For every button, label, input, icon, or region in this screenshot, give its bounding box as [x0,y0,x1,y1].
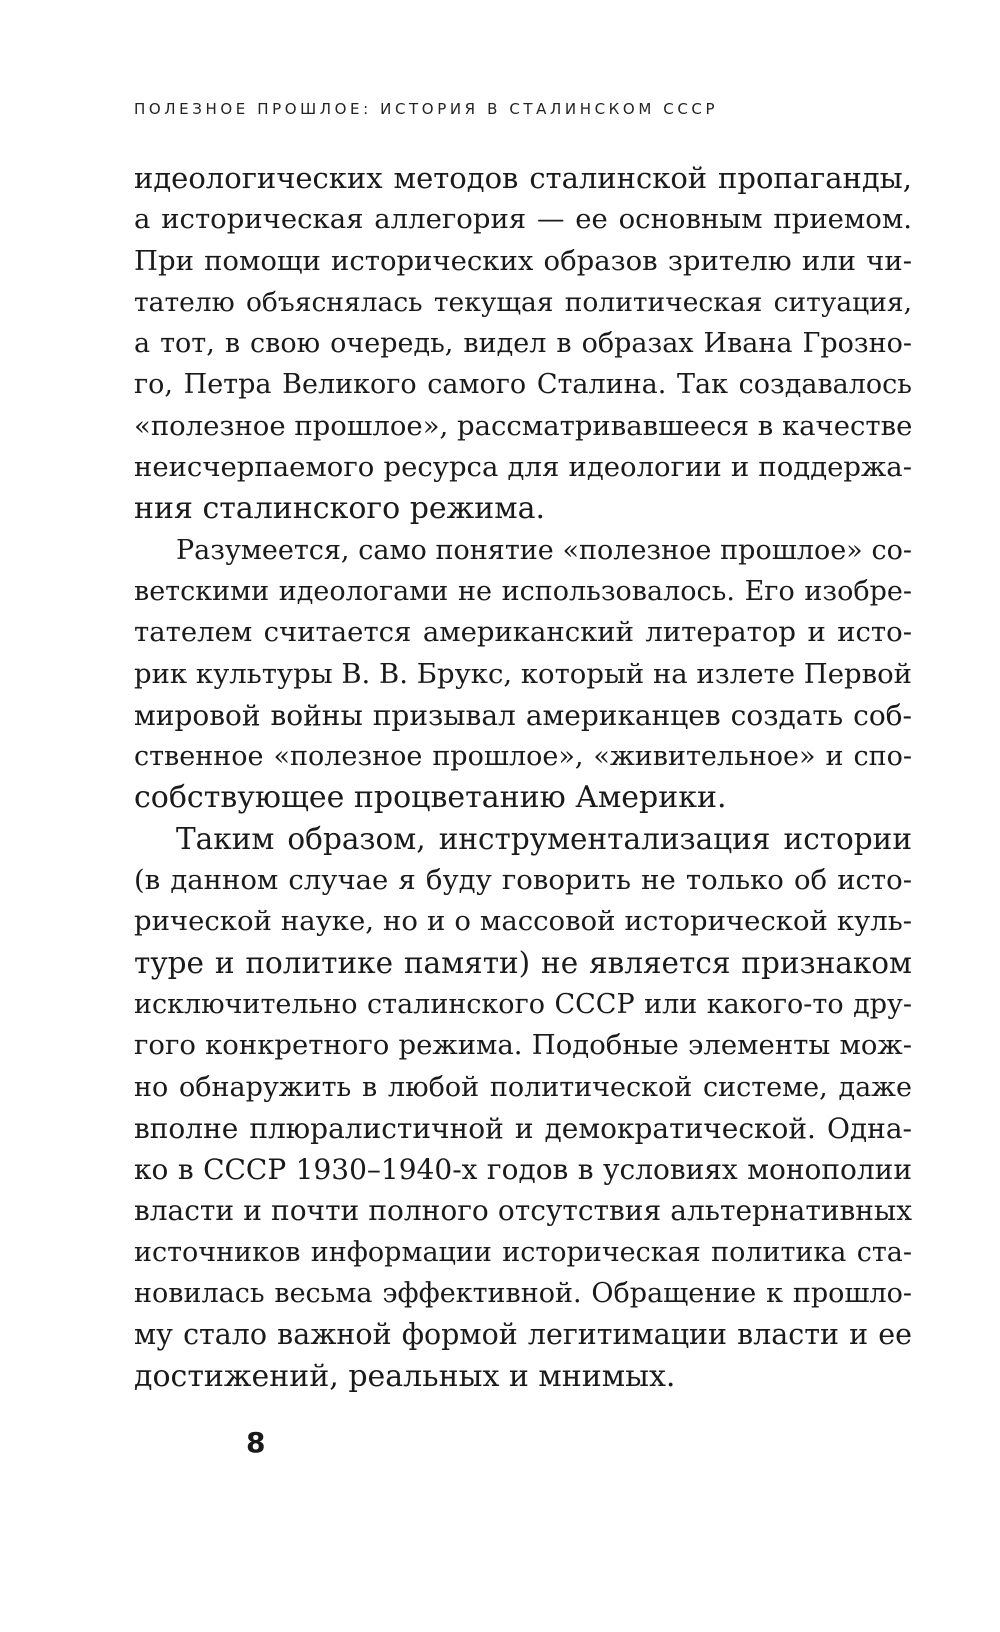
text-line: а тот, в свою очередь, видел в образах Ивана Грозно- [134,328,912,360]
text-line: тателю объяснялась текущая политическая ситуация, [134,286,912,318]
text-line: исключительно сталинского СССР или какого-то дру- [134,988,912,1020]
text-line: а историческая аллегория — ее основным приемом. [134,203,912,236]
text-line: новилась весьма эффективной. Обращение к прошло- [134,1278,912,1310]
text-line: ко в СССР 1930–1940-х годов в условиях монополии [134,1153,912,1187]
text-line: вполне плюралистичной и демократической. Одна- [134,1111,912,1145]
text-line: му стало важной формой легитимации власти и ее [134,1318,912,1352]
text-line: «полезное прошлое», рассматривавшееся в качестве [134,409,912,442]
text-line: (в данном случае я буду говорить не только об исто- [134,864,912,897]
text-line: источников информации историческая политика ста- [134,1236,912,1268]
text-line: идеологических методов сталинской пропаганды, [134,161,912,195]
text-line: Таким образом, инструментализация истории [176,821,912,856]
text-line: ветскими идеологами не использовалось. Его изобре- [134,575,912,607]
text-line: ственное «полезное прошлое», «живительное» и спо- [134,741,912,773]
text-line: Разумеется, само понятие «полезное прошлое» со- [176,534,912,566]
paragraph [134,819,912,1397]
text-line: гого конкретного режима. Подобные элементы мож- [134,1029,912,1062]
running-header: ПОЛЕЗНОЕ ПРОШЛОЕ: ИСТОРИЯ В СТАЛИНСКОМ СССР [134,100,719,118]
text-line: При помощи исторических образов зрителю или чи- [134,244,912,277]
text-line: собствующее процветанию Америки. [134,780,727,816]
text-line: достижений, реальных и мнимых. [134,1358,676,1394]
text-line: власти и почти полного отсутствия альтернативных [134,1194,912,1228]
paragraph [134,158,912,530]
text-line: го, Петра Великого самого Сталина. Так создавалось [134,369,912,401]
body-text [134,158,912,1397]
text-line: неисчерпаемого ресурса для идеологии и поддержа- [134,451,912,484]
text-line: но обнаружить в любой политической системе, даже [134,1071,912,1103]
paragraph [134,530,912,819]
text-line: тателем считается американский литератор и исто- [134,616,912,649]
text-line: мировой войны призывал американцев создать соб- [134,698,912,732]
page-number: 8 [246,1426,266,1459]
text-line: рик культуры В. В. Брукс, который на излете Первой [134,657,912,690]
text-line: рической науке, но и о массовой исторической куль- [134,905,912,938]
text-line: ния сталинского режима. [134,491,546,527]
text-line: туре и политике памяти) не является признаком [134,945,912,980]
